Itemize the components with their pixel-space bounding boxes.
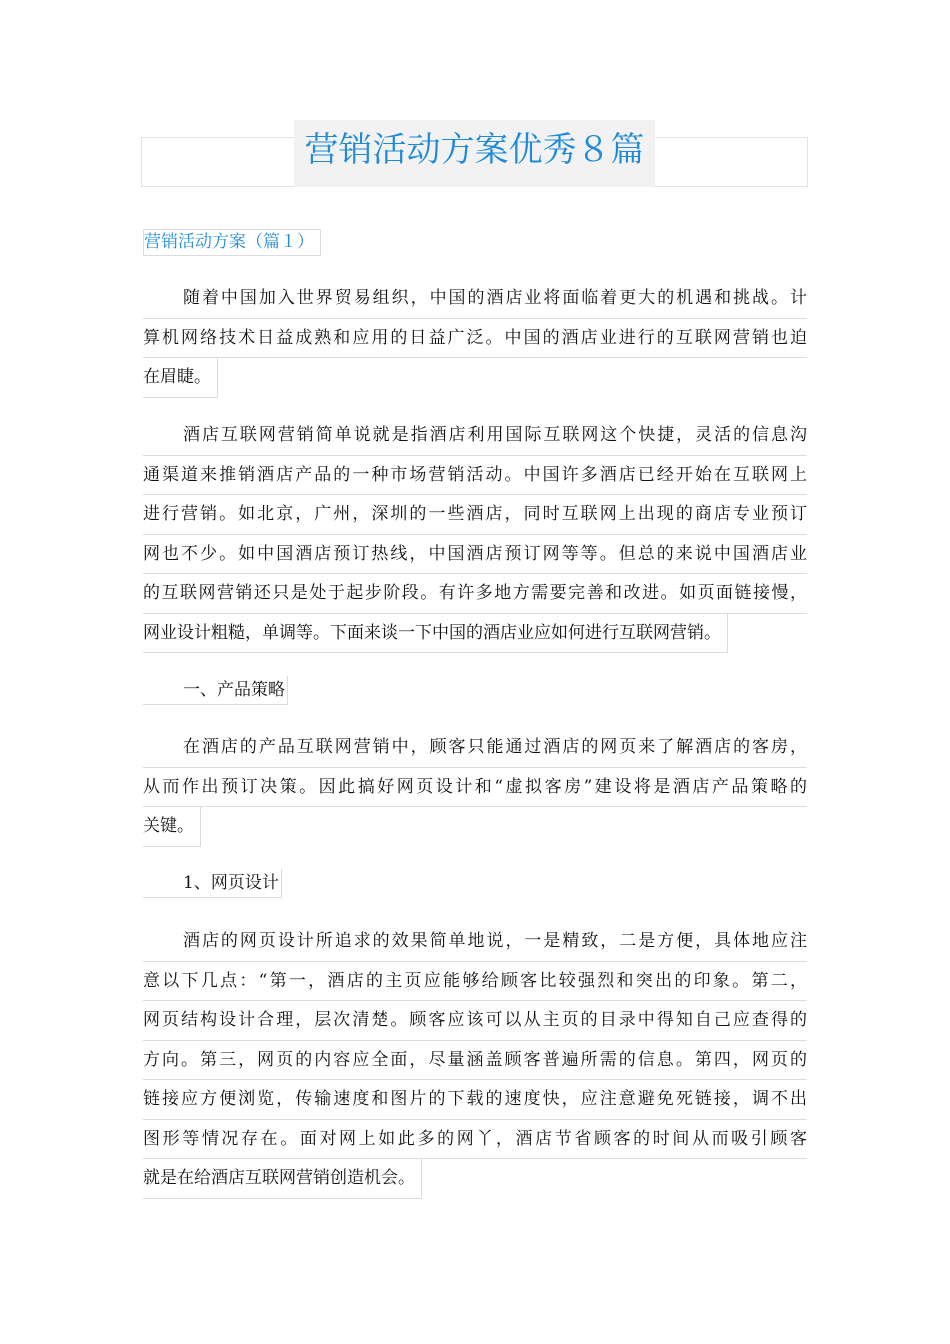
paragraph-line: 进行营销。如北京，广州，深圳的一些酒店，同时互联网上出现的商店专业预订: [143, 495, 807, 535]
paragraph-line: 网业设计粗糙，单调等。下面来谈一下中国的酒店业应如何进行互联网营销。: [143, 614, 728, 654]
subheading-product-strategy: 一、产品策略: [143, 676, 288, 705]
paragraph-line: 方向。第三，网页的内容应全面，尽量涵盖顾客普遍所需的信息。第四，网页的: [143, 1041, 807, 1081]
paragraph-4: [143, 922, 807, 1199]
paragraph-line: 算机网络技术日益成熟和应用的日益广泛。中国的酒店业进行的互联网营销也迫: [143, 319, 807, 359]
paragraph-line: 就是在给酒店互联网营销创造机会。: [143, 1159, 422, 1199]
subheading-web-design: 1、网页设计: [143, 869, 282, 898]
paragraph-line: 的互联网营销还只是处于起步阶段。有许多地方需要完善和改进。如页面链接慢，: [143, 574, 807, 614]
document-title: 营销活动方案优秀８篇: [304, 130, 645, 170]
paragraph-line: 链接应方便浏览，传输速度和图片的下载的速度快，应注意避免死链接，调不出: [143, 1080, 807, 1120]
paragraph-line: 通渠道来推销酒店产品的一种市场营销活动。中国许多酒店已经开始在互联网上: [143, 456, 807, 496]
paragraph-line: 酒店的网页设计所追求的效果简单地说，一是精致，二是方便，具体地应注: [143, 922, 807, 962]
paragraph-line: 网也不少。如中国酒店预订热线，中国酒店预订网等等。但总的来说中国酒店业: [143, 535, 807, 575]
paragraph-line: 在眉睫。: [143, 358, 218, 398]
paragraph-line: 在酒店的产品互联网营销中，顾客只能通过酒店的网页来了解酒店的客房，: [143, 728, 807, 768]
paragraph-line: 关键。: [143, 807, 201, 847]
paragraph-line: 随着中国加入世界贸易组织，中国的酒店业将面临着更大的机遇和挑战。计: [143, 279, 807, 319]
paragraph-line: 从而作出预订决策。因此搞好网页设计和“虚拟客房”建设将是酒店产品策略的: [143, 768, 807, 808]
paragraph-1: [143, 279, 807, 398]
paragraph-line: 酒店互联网营销简单说就是指酒店利用国际互联网这个快捷，灵活的信息沟: [143, 416, 807, 456]
paragraph-line: 图形等情况存在。面对网上如此多的网丫，酒店节省顾客的时间从而吸引顾客: [143, 1120, 807, 1160]
paragraph-line: 意以下几点：“第一，酒店的主页应能够给顾客比较强烈和突出的印象。第二，: [143, 962, 807, 1002]
paragraph-2: [143, 416, 807, 653]
paragraph-line: 网页结构设计合理，层次清楚。顾客应该可以从主页的目录中得知自己应查得的: [143, 1001, 807, 1041]
paragraph-3: [143, 728, 807, 847]
section-heading: 营销活动方案（篇１）: [143, 229, 321, 256]
